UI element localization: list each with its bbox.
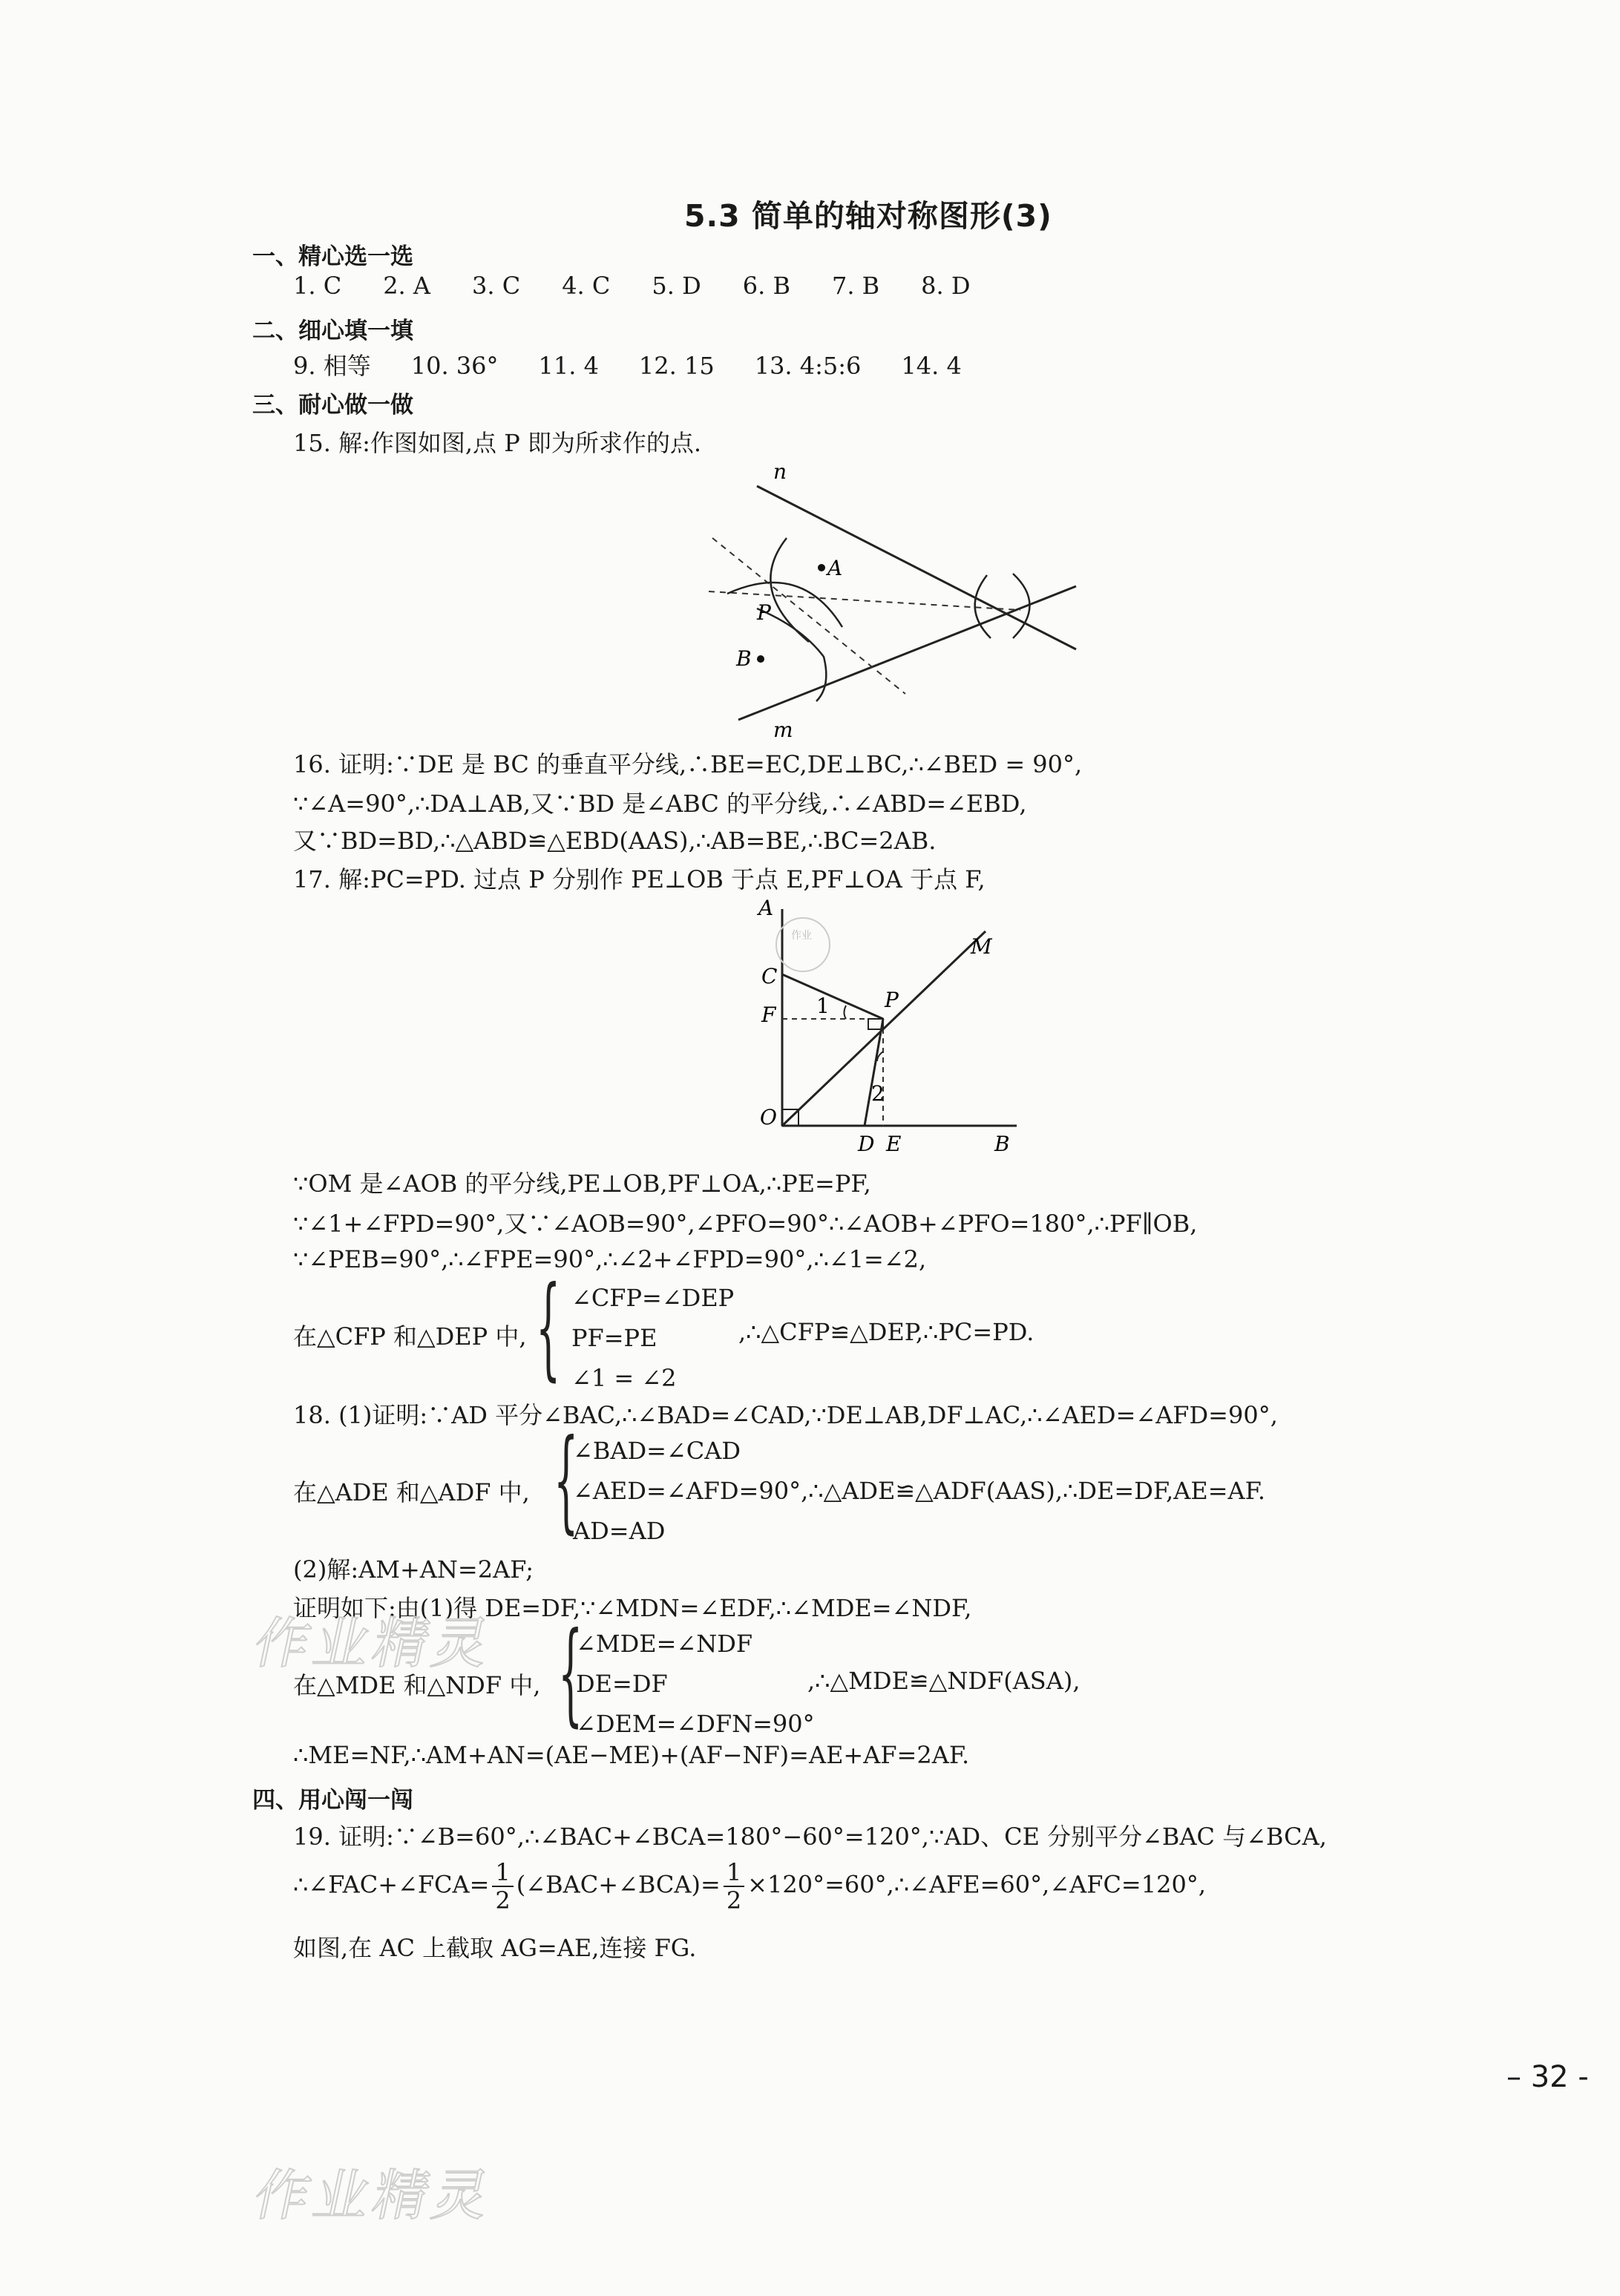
page-number: – 32 - (1506, 2060, 1589, 2094)
q19-part-b: (∠BAC+∠BCA)= (516, 1870, 721, 1899)
label-m: M (971, 934, 992, 959)
system-line: ∠MDE=∠NDF (576, 1630, 753, 1658)
brace: { (558, 1609, 583, 1738)
answer-item: 7. B (831, 272, 880, 300)
q17-line2: ∵OM 是∠AOB 的平分线,PE⊥OB,PF⊥OA,∴PE=PF, (293, 1170, 871, 1198)
page-title: 5.3 简单的轴对称图形(3) (684, 198, 1052, 234)
label-a: A (758, 896, 774, 920)
dashed-angle-bisector (709, 591, 1020, 610)
q18-system1 (573, 1431, 1265, 1551)
q18-line1: 18. (1)证明:∵AD 平分∠BAC,∴∠BAD=∠CAD,∵DE⊥AB,DF⊥AC,∴∠AED=∠AFD=90°, (293, 1401, 1278, 1429)
ray-n (757, 486, 1076, 649)
section-heading-work: 三、耐心做一做 (252, 392, 413, 419)
label-f: F (761, 1003, 776, 1027)
answer-item: 3. C (472, 272, 521, 300)
q19-part-a: ∴∠FAC+∠FCA= (293, 1870, 490, 1899)
system-line: ∠DEM=∠DFN=90° (576, 1710, 815, 1738)
angle-arc-1 (845, 1006, 847, 1019)
label-o: O (760, 1105, 777, 1129)
brace: { (536, 1263, 561, 1392)
answer-item: 2. A (383, 272, 430, 300)
q19-line3: 如图,在 AC 上截取 AG=AE,连接 FG. (293, 1934, 697, 1962)
answer-item: 13. 4:5:6 (754, 352, 862, 380)
system-line: PF=PE (571, 1324, 657, 1352)
fraction-numerator: 1 (724, 1859, 744, 1887)
system-line: AD=AD (573, 1517, 666, 1545)
section-heading-challenge: 四、用心闯一闯 (252, 1787, 413, 1814)
answer-item: 10. 36° (410, 352, 499, 380)
label-e: E (886, 1132, 902, 1156)
answer-item: 6. B (742, 272, 790, 300)
q16-line1: 16. 证明:∵DE 是 BC 的垂直平分线,∴BE=EC,DE⊥BC,∴∠BED = 90°, (293, 750, 1083, 778)
stamp-text: 作业 (791, 930, 812, 942)
label-p: P (885, 988, 899, 1012)
system-line: ∠AED=∠AFD=90°,∴△ADE≌△ADF(AAS),∴DE=DF,AE=AF. (573, 1477, 1266, 1505)
label-a: A (827, 556, 843, 580)
label-p: P (757, 600, 771, 625)
arc-construction (975, 575, 991, 638)
q19-part-c: ×120°=60°,∴∠AFE=60°,∠AFC=120°, (747, 1870, 1206, 1899)
choice-answers (293, 272, 1012, 300)
label-n: n (773, 464, 787, 484)
system-line: ∠CFP=∠DEP (571, 1284, 735, 1312)
label-c: C (761, 964, 778, 988)
q17-pre: 在△CFP 和△DEP 中, (293, 1322, 527, 1351)
label-b: B (994, 1132, 1010, 1156)
fraction-denominator: 2 (495, 1886, 511, 1915)
label-angle-2: 2 (871, 1081, 885, 1106)
answer-item: 12. 15 (638, 352, 715, 380)
label-angle-1: 1 (816, 994, 830, 1018)
q17-line1: 17. 解:PC=PD. 过点 P 分别作 PE⊥OB 于点 E,PF⊥OA 于点 F, (293, 865, 986, 893)
q19-line1: 19. 证明:∵∠B=60°,∴∠BAC+∠BCA=180°−60°=120°,∵AD、CE 分别平分∠BAC 与∠BCA, (293, 1823, 1327, 1851)
q17-system (571, 1278, 734, 1398)
label-m: m (773, 718, 793, 738)
fraction-denominator: 2 (726, 1886, 742, 1915)
section-heading-choice: 一、精心选一选 (252, 243, 413, 270)
q15-figure (683, 464, 1098, 738)
watermark: 作业精灵 (248, 2164, 499, 2228)
q18-pre1: 在△ADE 和△ADF 中, (293, 1478, 530, 1506)
stamp-seal (776, 918, 830, 971)
fraction-half (724, 1859, 744, 1914)
answer-item: 1. C (293, 272, 342, 300)
fraction-numerator: 1 (492, 1859, 513, 1887)
system-line: ∠1 = ∠2 (571, 1364, 677, 1392)
answer-item: 14. 4 (901, 352, 962, 380)
q18-line3: 证明如下:由(1)得 DE=DF,∵∠MDN=∠EDF,∴∠MDE=∠NDF, (293, 1594, 972, 1622)
segment-pc (782, 974, 883, 1019)
point-b (757, 655, 764, 663)
answer-item: 11. 4 (538, 352, 599, 380)
system-line: DE=DF (576, 1670, 668, 1698)
arc-construction (727, 583, 842, 627)
label-b: B (736, 646, 752, 671)
q18-line4: ∴ME=NF,∴AM+AN=(AE−ME)+(AF−NF)=AE+AF=2AF. (293, 1741, 970, 1769)
q17-line3: ∵∠1+∠FPD=90°,又∵∠AOB=90°,∠PFO=90°∴∠AOB+∠PFO=180°,∴PF∥OB, (293, 1210, 1198, 1238)
q16-line3: 又∵BD=BD,∴△ABD≌△EBD(AAS),∴AB=BE,∴BC=2AB. (293, 827, 937, 855)
brace: { (554, 1416, 579, 1545)
q18-line2: (2)解:AM+AN=2AF; (293, 1555, 534, 1584)
q18-system2 (576, 1624, 815, 1744)
answer-item: 5. D (652, 272, 701, 300)
answer-item: 8. D (921, 272, 971, 300)
q19-line2 (293, 1859, 1206, 1914)
q18-post2: ,∴△MDE≌△NDF(ASA), (807, 1667, 1080, 1695)
q17-figure (750, 894, 1061, 1161)
watermark: 作业精灵 (248, 1612, 499, 1676)
system-line: ∠BAD=∠CAD (573, 1437, 741, 1465)
q17-line4: ∵∠PEB=90°,∴∠FPE=90°,∴∠2+∠FPD=90°,∴∠1=∠2, (293, 1245, 927, 1273)
answer-item: 9. 相等 (293, 352, 371, 380)
q15-text: 15. 解:作图如图,点 P 即为所求作的点. (293, 429, 702, 457)
fill-answers (293, 347, 1002, 381)
point-a (818, 564, 825, 571)
q17-post: ,∴△CFP≌△DEP,∴PC=PD. (738, 1318, 1034, 1346)
q18-pre2: 在△MDE 和△NDF 中, (293, 1671, 541, 1699)
q16-line2: ∵∠A=90°,∴DA⊥AB,又∵BD 是∠ABC 的平分线,∴∠ABD=∠EBD, (293, 790, 1027, 818)
fraction-half (492, 1859, 513, 1914)
segment-pd (865, 1019, 883, 1126)
ray-m (738, 586, 1076, 720)
label-d: D (858, 1132, 875, 1156)
answer-item: 4. C (562, 272, 611, 300)
section-heading-fill: 二、细心填一填 (252, 318, 413, 344)
